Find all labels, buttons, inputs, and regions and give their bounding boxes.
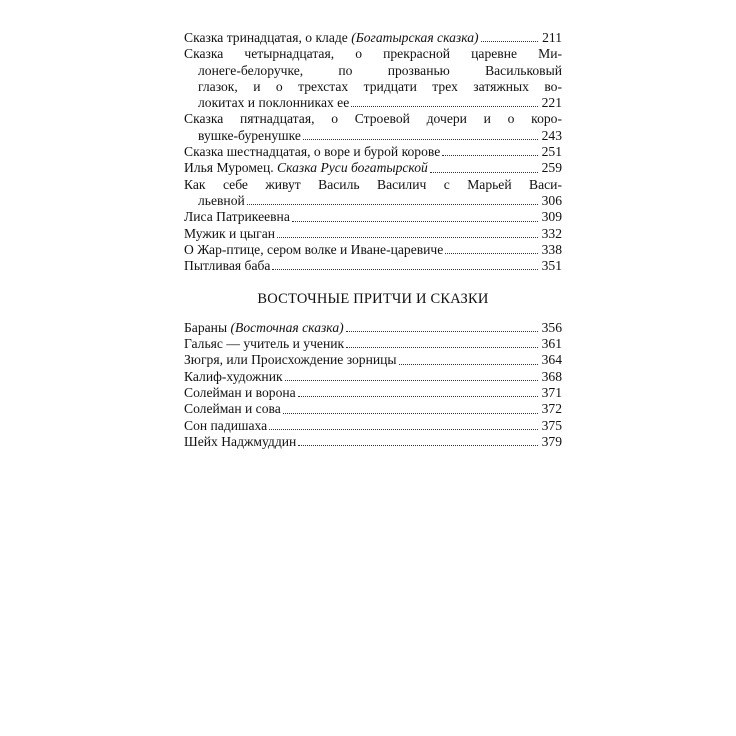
section-heading: ВОСТОЧНЫЕ ПРИТЧИ И СКАЗКИ — [257, 291, 489, 308]
entry-page-number: 375 — [541, 417, 562, 433]
toc-entry[interactable] — [184, 434, 562, 450]
table-of-contents — [184, 30, 562, 450]
entry-title: Лиса Патрикеевна — [184, 209, 290, 225]
toc-entry[interactable] — [184, 177, 562, 210]
dot-leader — [481, 40, 538, 42]
dot-leader — [430, 171, 538, 173]
dot-leader — [247, 203, 538, 205]
entry-title: Сказка шестнадцатая, о воре и бурой корове — [184, 144, 441, 160]
dot-leader — [298, 444, 538, 446]
entry-title: Солейман и сова — [184, 401, 281, 417]
toc-entry[interactable] — [184, 336, 562, 352]
entry-title: Калиф-художник — [184, 368, 283, 384]
entry-page-number: 306 — [541, 192, 562, 208]
entry-subtitle: (Богатырская сказка) — [351, 30, 479, 45]
dot-leader — [283, 412, 538, 414]
toc-entry[interactable] — [184, 144, 562, 160]
dot-leader — [303, 138, 538, 140]
dot-leader — [292, 220, 538, 222]
dot-leader — [272, 268, 538, 270]
entry-page-number: 356 — [541, 319, 562, 335]
entry-page-number: 372 — [541, 401, 562, 417]
entry-page-number: 211 — [542, 30, 562, 45]
dot-leader — [399, 363, 538, 365]
entry-page-number: 351 — [541, 258, 562, 274]
entry-page-number: 364 — [541, 352, 562, 368]
entry-title: Шейх Наджмуддин — [184, 433, 297, 449]
dot-leader — [285, 379, 538, 381]
toc-entry[interactable] — [184, 385, 562, 401]
entry-page-number: 259 — [541, 160, 562, 176]
entry-title: Илья Муромец. — [184, 160, 278, 176]
dot-leader — [445, 252, 538, 254]
entry-title: Бараны — [184, 319, 231, 335]
entry-title: Сон падишаха — [184, 417, 268, 433]
entry-title: Зюгря, или Происхождение зорницы — [184, 352, 397, 368]
toc-entry[interactable] — [184, 242, 562, 258]
entry-title-line: лонеге-белоручке, по прозванью Васильковый — [198, 62, 562, 78]
dot-leader — [277, 236, 538, 238]
entry-page-number: 371 — [541, 384, 562, 400]
entry-title: Гальяс — учитель и ученик — [184, 336, 345, 352]
entry-title-line: Как себе живут Василь Василич с Марьей Васи- — [184, 176, 562, 192]
dot-leader — [442, 154, 538, 156]
dot-leader — [346, 346, 538, 348]
toc-entry[interactable] — [184, 369, 562, 385]
toc-entry[interactable] — [184, 226, 562, 242]
entry-page-number: 379 — [541, 433, 562, 449]
dot-leader — [346, 330, 538, 332]
entry-page-number: 251 — [541, 144, 562, 160]
entry-title: Мужик и цыган — [184, 225, 276, 241]
toc-entry[interactable] — [184, 352, 562, 368]
entry-title: О Жар-птице, сером волке и Иване-царевиче — [184, 241, 444, 257]
entry-page-number: 309 — [541, 209, 562, 225]
entry-page-number: 368 — [541, 368, 562, 384]
toc-entry[interactable] — [184, 160, 562, 176]
toc-entry[interactable] — [184, 111, 562, 144]
entry-title-line: локитах и поклонниках ее — [198, 95, 350, 111]
entry-title-line: Сказка пятнадцатая, о Строевой дочери и о коро- — [184, 111, 562, 127]
entry-title: Пытливая баба — [184, 258, 271, 274]
entry-title: Солейман и ворона — [184, 384, 296, 400]
dot-leader — [269, 428, 538, 430]
entry-subtitle: (Восточная сказка) — [230, 319, 344, 335]
toc-entry[interactable] — [184, 258, 562, 274]
entry-title-line: вушке-буренушке — [198, 127, 301, 143]
entry-title: Сказка тринадцатая, о кладе — [184, 30, 352, 45]
toc-entry[interactable] — [184, 30, 562, 46]
entry-page-number: 243 — [541, 127, 562, 143]
entry-page-number: 332 — [541, 225, 562, 241]
entry-subtitle: Сказка Руси богатырской — [277, 160, 428, 176]
entry-title-line: глазок, и о трехстах тридцати трех затяжных во- — [198, 78, 562, 94]
entry-page-number: 338 — [541, 241, 562, 257]
toc-entry[interactable] — [184, 320, 562, 336]
entry-title-line: льевной — [198, 192, 245, 208]
entry-page-number: 221 — [541, 95, 562, 111]
toc-entry[interactable] — [184, 401, 562, 417]
dot-leader — [298, 395, 538, 397]
entry-title-line: Сказка четырнадцатая, о прекрасной царевне Ми- — [184, 46, 562, 62]
toc-entry[interactable] — [184, 418, 562, 434]
entry-page-number: 361 — [541, 336, 562, 352]
toc-entry[interactable] — [184, 46, 562, 111]
toc-entry[interactable] — [184, 209, 562, 225]
dot-leader — [351, 105, 538, 107]
